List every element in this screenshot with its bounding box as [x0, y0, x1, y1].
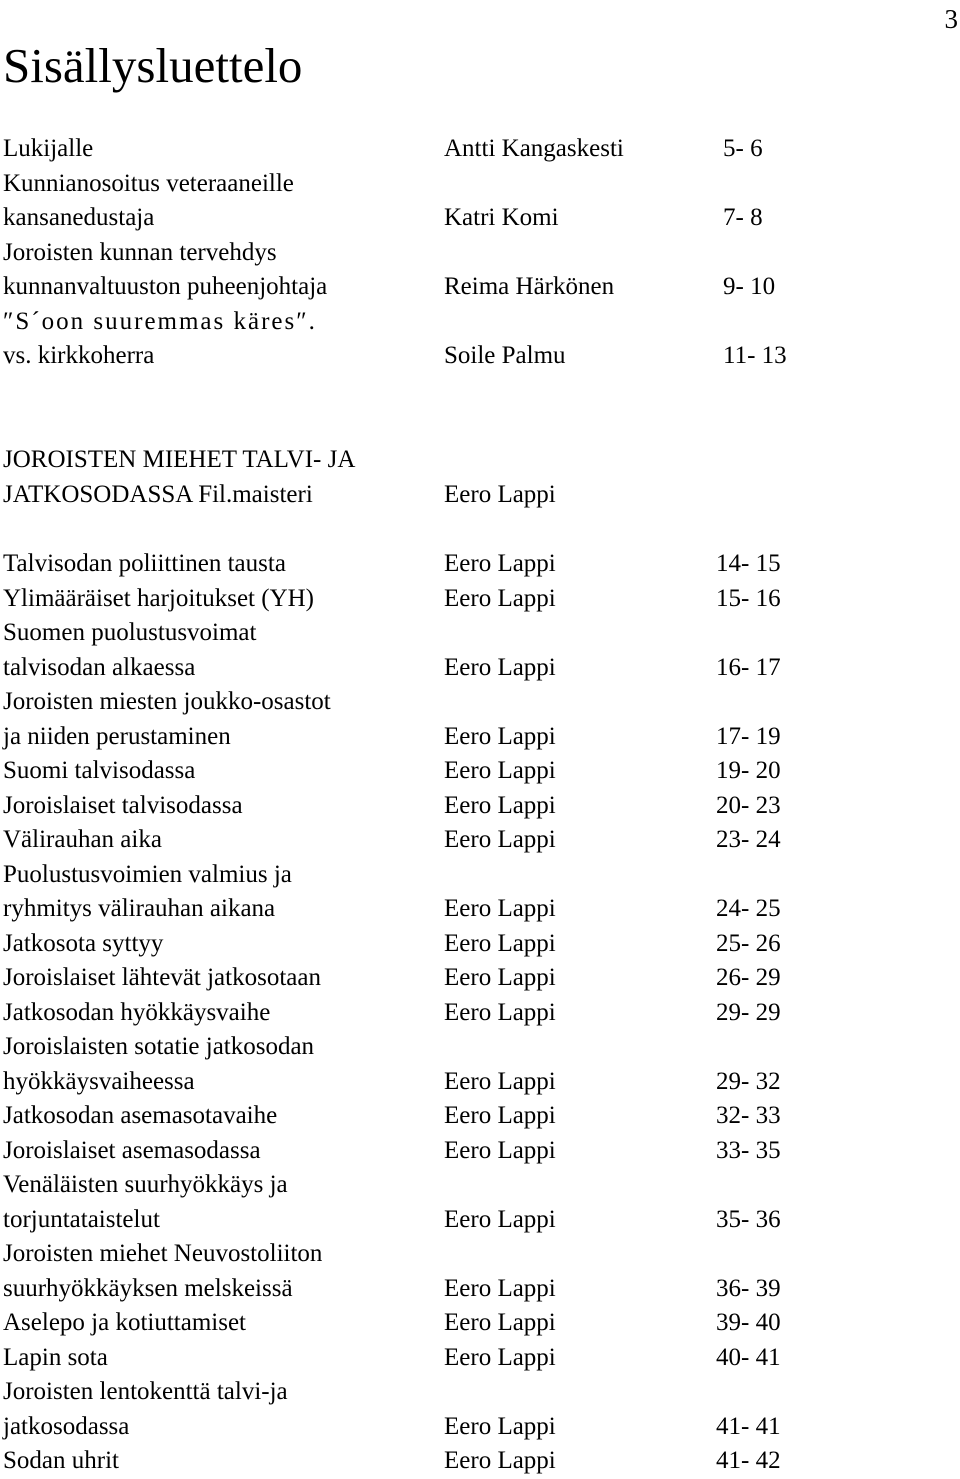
- toc-entry: [3, 996, 953, 1031]
- toc-entry: [3, 1444, 953, 1479]
- toc-entry: [3, 443, 953, 478]
- toc-entry: [3, 270, 953, 305]
- entry-author: Eero Lappi: [444, 1102, 556, 1129]
- entry-title: Puolustusvoimien valmius ja: [3, 860, 292, 888]
- entry-title: Talvisodan poliittinen tausta: [3, 550, 286, 577]
- entry-pages: 16- 17: [716, 653, 781, 681]
- entry-author: Eero Lappi: [444, 1067, 556, 1095]
- entry-title: Jatkosodan hyökkäysvaihe: [3, 998, 271, 1026]
- entry-pages: 14- 15: [716, 550, 781, 577]
- page-title: Sisällysluettelo: [3, 38, 303, 93]
- entry-pages: 33- 35: [716, 1136, 781, 1164]
- entry-author: Eero Lappi: [444, 998, 556, 1026]
- entry-pages: 29- 32: [716, 1067, 781, 1095]
- entry-author: Eero Lappi: [444, 757, 556, 784]
- entry-author: Eero Lappi: [444, 550, 556, 577]
- entry-author: Eero Lappi: [444, 964, 556, 991]
- toc-entry: [3, 1410, 953, 1445]
- entry-title: talvisodan alkaessa: [3, 653, 196, 681]
- toc-entry: [3, 305, 953, 340]
- entry-title: ryhmitys välirauhan aikana: [3, 895, 276, 922]
- entry-title: Joroisten lentokenttä talvi-ja: [3, 1378, 288, 1405]
- entry-author: Reima Härkönen: [444, 273, 615, 300]
- toc-entry: [3, 1168, 953, 1203]
- toc-entry: [3, 1341, 953, 1376]
- entry-pages: 7- 8: [723, 204, 763, 231]
- entry-title: hyökkäysvaiheessa: [3, 1067, 195, 1095]
- toc-entry: [3, 1134, 953, 1169]
- entry-pages: 11- 13: [723, 342, 787, 369]
- entry-author: Eero Lappi: [444, 1205, 556, 1233]
- entry-pages: 39- 40: [716, 1309, 781, 1336]
- toc-entry: [3, 339, 953, 374]
- toc-entry: [3, 167, 953, 202]
- toc-main-section: [3, 547, 953, 1479]
- entry-pages: 35- 36: [716, 1205, 781, 1233]
- toc-intro-section: [3, 132, 953, 374]
- entry-title: Lapin sota: [3, 1343, 108, 1371]
- toc-entry: [3, 961, 953, 996]
- entry-author: Eero Lappi: [444, 1447, 556, 1474]
- entry-pages: 41- 41: [716, 1412, 781, 1440]
- toc-entry: [3, 1306, 953, 1341]
- toc-entry: [3, 892, 953, 927]
- entry-pages: 25- 26: [716, 929, 781, 957]
- entry-author: Soile Palmu: [444, 342, 566, 369]
- entry-title: Jatkosota syttyy: [3, 929, 164, 957]
- toc-entry: [3, 651, 953, 686]
- entry-pages: 15- 16: [716, 584, 781, 612]
- entry-title: Sodan uhrit: [3, 1447, 119, 1474]
- entry-author: Eero Lappi: [444, 480, 556, 508]
- toc-entry: [3, 236, 953, 271]
- entry-pages: 41- 42: [716, 1447, 781, 1474]
- entry-title: vs. kirkkoherra: [3, 342, 155, 369]
- toc-entry: [3, 1375, 953, 1410]
- entry-title: jatkosodassa: [3, 1412, 130, 1440]
- entry-title: Joroislaisten sotatie jatkosodan: [3, 1033, 315, 1060]
- entry-title: ″S´oon suuremmas käres″.: [3, 307, 317, 335]
- toc-entry: [3, 1272, 953, 1307]
- entry-title: JOROISTEN MIEHET TALVI- JA: [3, 446, 356, 473]
- toc-entry: [3, 754, 953, 789]
- toc-section-heading: [3, 443, 953, 512]
- entry-title: kunnanvaltuuston puheenjohtaja: [3, 273, 328, 300]
- entry-pages: 5- 6: [723, 135, 763, 162]
- entry-author: Eero Lappi: [444, 1136, 556, 1164]
- toc-entry: [3, 927, 953, 962]
- entry-title: Välirauhan aika: [3, 826, 162, 853]
- entry-author: Eero Lappi: [444, 929, 556, 957]
- toc-entry: [3, 685, 953, 720]
- entry-title: Venäläisten suurhyökkäys ja: [3, 1171, 288, 1198]
- entry-title: Joroisten kunnan tervehdys: [3, 238, 277, 266]
- entry-title: JATKOSODASSA Fil.maisteri: [3, 480, 313, 508]
- entry-pages: 19- 20: [716, 757, 781, 784]
- entry-pages: 24- 25: [716, 895, 781, 922]
- entry-title: Joroisten miehet Neuvostoliiton: [3, 1240, 323, 1267]
- entry-title: Joroislaiset asemasodassa: [3, 1136, 261, 1164]
- toc-entry: [3, 547, 953, 582]
- entry-pages: 29- 29: [716, 998, 781, 1026]
- entry-author: Katri Komi: [444, 204, 559, 231]
- entry-title: Lukijalle: [3, 135, 94, 162]
- entry-author: Eero Lappi: [444, 1343, 556, 1371]
- entry-pages: 20- 23: [716, 791, 781, 819]
- entry-pages: 40- 41: [716, 1343, 781, 1371]
- toc-entry: [3, 582, 953, 617]
- page-number: 3: [944, 4, 958, 34]
- entry-author: Eero Lappi: [444, 653, 556, 681]
- entry-author: Antti Kangaskesti: [444, 135, 624, 162]
- toc-entry: [3, 201, 953, 236]
- entry-pages: 32- 33: [716, 1102, 781, 1129]
- entry-title: Joroislaiset talvisodassa: [3, 791, 243, 819]
- toc-entry: [3, 478, 953, 513]
- entry-pages: 36- 39: [716, 1274, 781, 1302]
- toc-entry: [3, 132, 953, 167]
- entry-author: Eero Lappi: [444, 791, 556, 819]
- toc-entry: [3, 823, 953, 858]
- entry-title: suurhyökkäyksen melskeissä: [3, 1274, 293, 1302]
- entry-author: Eero Lappi: [444, 895, 556, 922]
- toc-entry: [3, 1030, 953, 1065]
- entry-title: Ylimääräiset harjoitukset (YH): [3, 584, 315, 612]
- entry-title: kansanedustaja: [3, 204, 155, 231]
- entry-pages: 9- 10: [723, 273, 776, 300]
- toc-entry: [3, 1237, 953, 1272]
- entry-pages: 17- 19: [716, 722, 781, 750]
- entry-author: Eero Lappi: [444, 1274, 556, 1302]
- entry-author: Eero Lappi: [444, 826, 556, 853]
- entry-title: Kunnianosoitus veteraaneille: [3, 169, 294, 197]
- entry-pages: 23- 24: [716, 826, 781, 853]
- toc-entry: [3, 1065, 953, 1100]
- entry-author: Eero Lappi: [444, 584, 556, 612]
- entry-title: Joroisten miesten joukko-osastot: [3, 688, 331, 715]
- entry-author: Eero Lappi: [444, 1309, 556, 1336]
- entry-title: ja niiden perustaminen: [3, 722, 231, 750]
- entry-title: Suomi talvisodassa: [3, 757, 196, 784]
- entry-title: torjuntataistelut: [3, 1205, 160, 1233]
- toc-entry: [3, 1099, 953, 1134]
- toc-entry: [3, 789, 953, 824]
- toc-entry: [3, 1203, 953, 1238]
- entry-title: Joroislaiset lähtevät jatkosotaan: [3, 964, 321, 991]
- entry-pages: 26- 29: [716, 964, 781, 991]
- toc-entry: [3, 858, 953, 893]
- toc-entry: [3, 720, 953, 755]
- entry-author: Eero Lappi: [444, 1412, 556, 1440]
- entry-author: Eero Lappi: [444, 722, 556, 750]
- entry-title: Suomen puolustusvoimat: [3, 619, 257, 646]
- entry-title: Aselepo ja kotiuttamiset: [3, 1309, 247, 1336]
- toc-entry: [3, 616, 953, 651]
- entry-title: Jatkosodan asemasotavaihe: [3, 1102, 278, 1129]
